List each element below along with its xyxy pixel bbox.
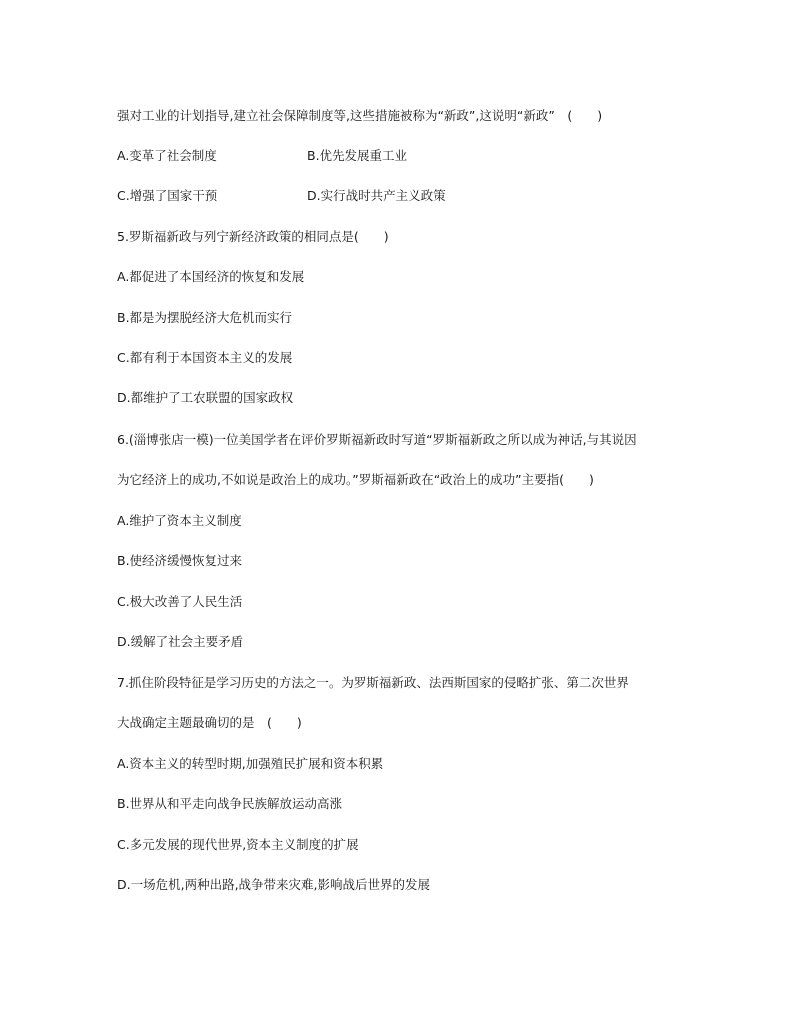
q7-option-d: D.一场危机,两种出路,战争带来灾难,影响战后世界的发展 (117, 877, 431, 892)
q6-option-d: D.缓解了社会主要矛盾 (117, 634, 244, 649)
q5-option-a: A.都促进了本国经济的恢复和发展 (117, 269, 305, 284)
q7-option-c: C.多元发展的现代世界,资本主义制度的扩展 (117, 837, 359, 852)
q4-option-b: B.优先发展重工业 (307, 148, 408, 163)
question-5-stem: 5.罗斯福新政与列宁新经济政策的相同点是( ) (117, 229, 389, 244)
q4-option-a: A.变革了社会制度 (117, 148, 217, 163)
q5-option-d: D.都维护了工农联盟的国家政权 (117, 390, 294, 405)
q4-option-d: D.实行战时共产主义政策 (307, 188, 446, 203)
q6-option-a: A.维护了资本主义制度 (117, 513, 242, 528)
q7-option-a: A.资本主义的转型时期,加强殖民扩展和资本积累 (117, 756, 384, 771)
question-4-stem-continuation: 强对工业的计划指导,建立社会保障制度等,这些措施被称为“新政”,这说明“新政” ( ) (117, 108, 603, 123)
q5-option-b: B.都是为摆脱经济大危机而实行 (117, 310, 293, 325)
question-7-stem-line-1: 7.抓住阶段特征是学习历史的方法之一。为罗斯福新政、法西斯国家的侵略扩张、第二次世界 (117, 675, 629, 690)
q4-option-c: C.增强了国家干预 (117, 188, 218, 203)
question-7-stem-line-2: 大战确定主题最确切的是 ( ) (117, 715, 302, 730)
q6-option-c: C.极大改善了人民生活 (117, 594, 243, 609)
q6-option-b: B.使经济缓慢恢复过来 (117, 553, 243, 568)
question-6-stem-line-2: 为它经济上的成功,不如说是政治上的成功。”罗斯福新政在“政治上的成功”主要指( ) (117, 472, 594, 487)
q7-option-b: B.世界从和平走向战争民族解放运动高涨 (117, 796, 343, 811)
question-6-stem-line-1: 6.(淄博张店一模)一位美国学者在评价罗斯福新政时写道“罗斯福新政之所以成为神话,与其说因 (117, 432, 637, 447)
q5-option-c: C.都有利于本国资本主义的发展 (117, 350, 293, 365)
